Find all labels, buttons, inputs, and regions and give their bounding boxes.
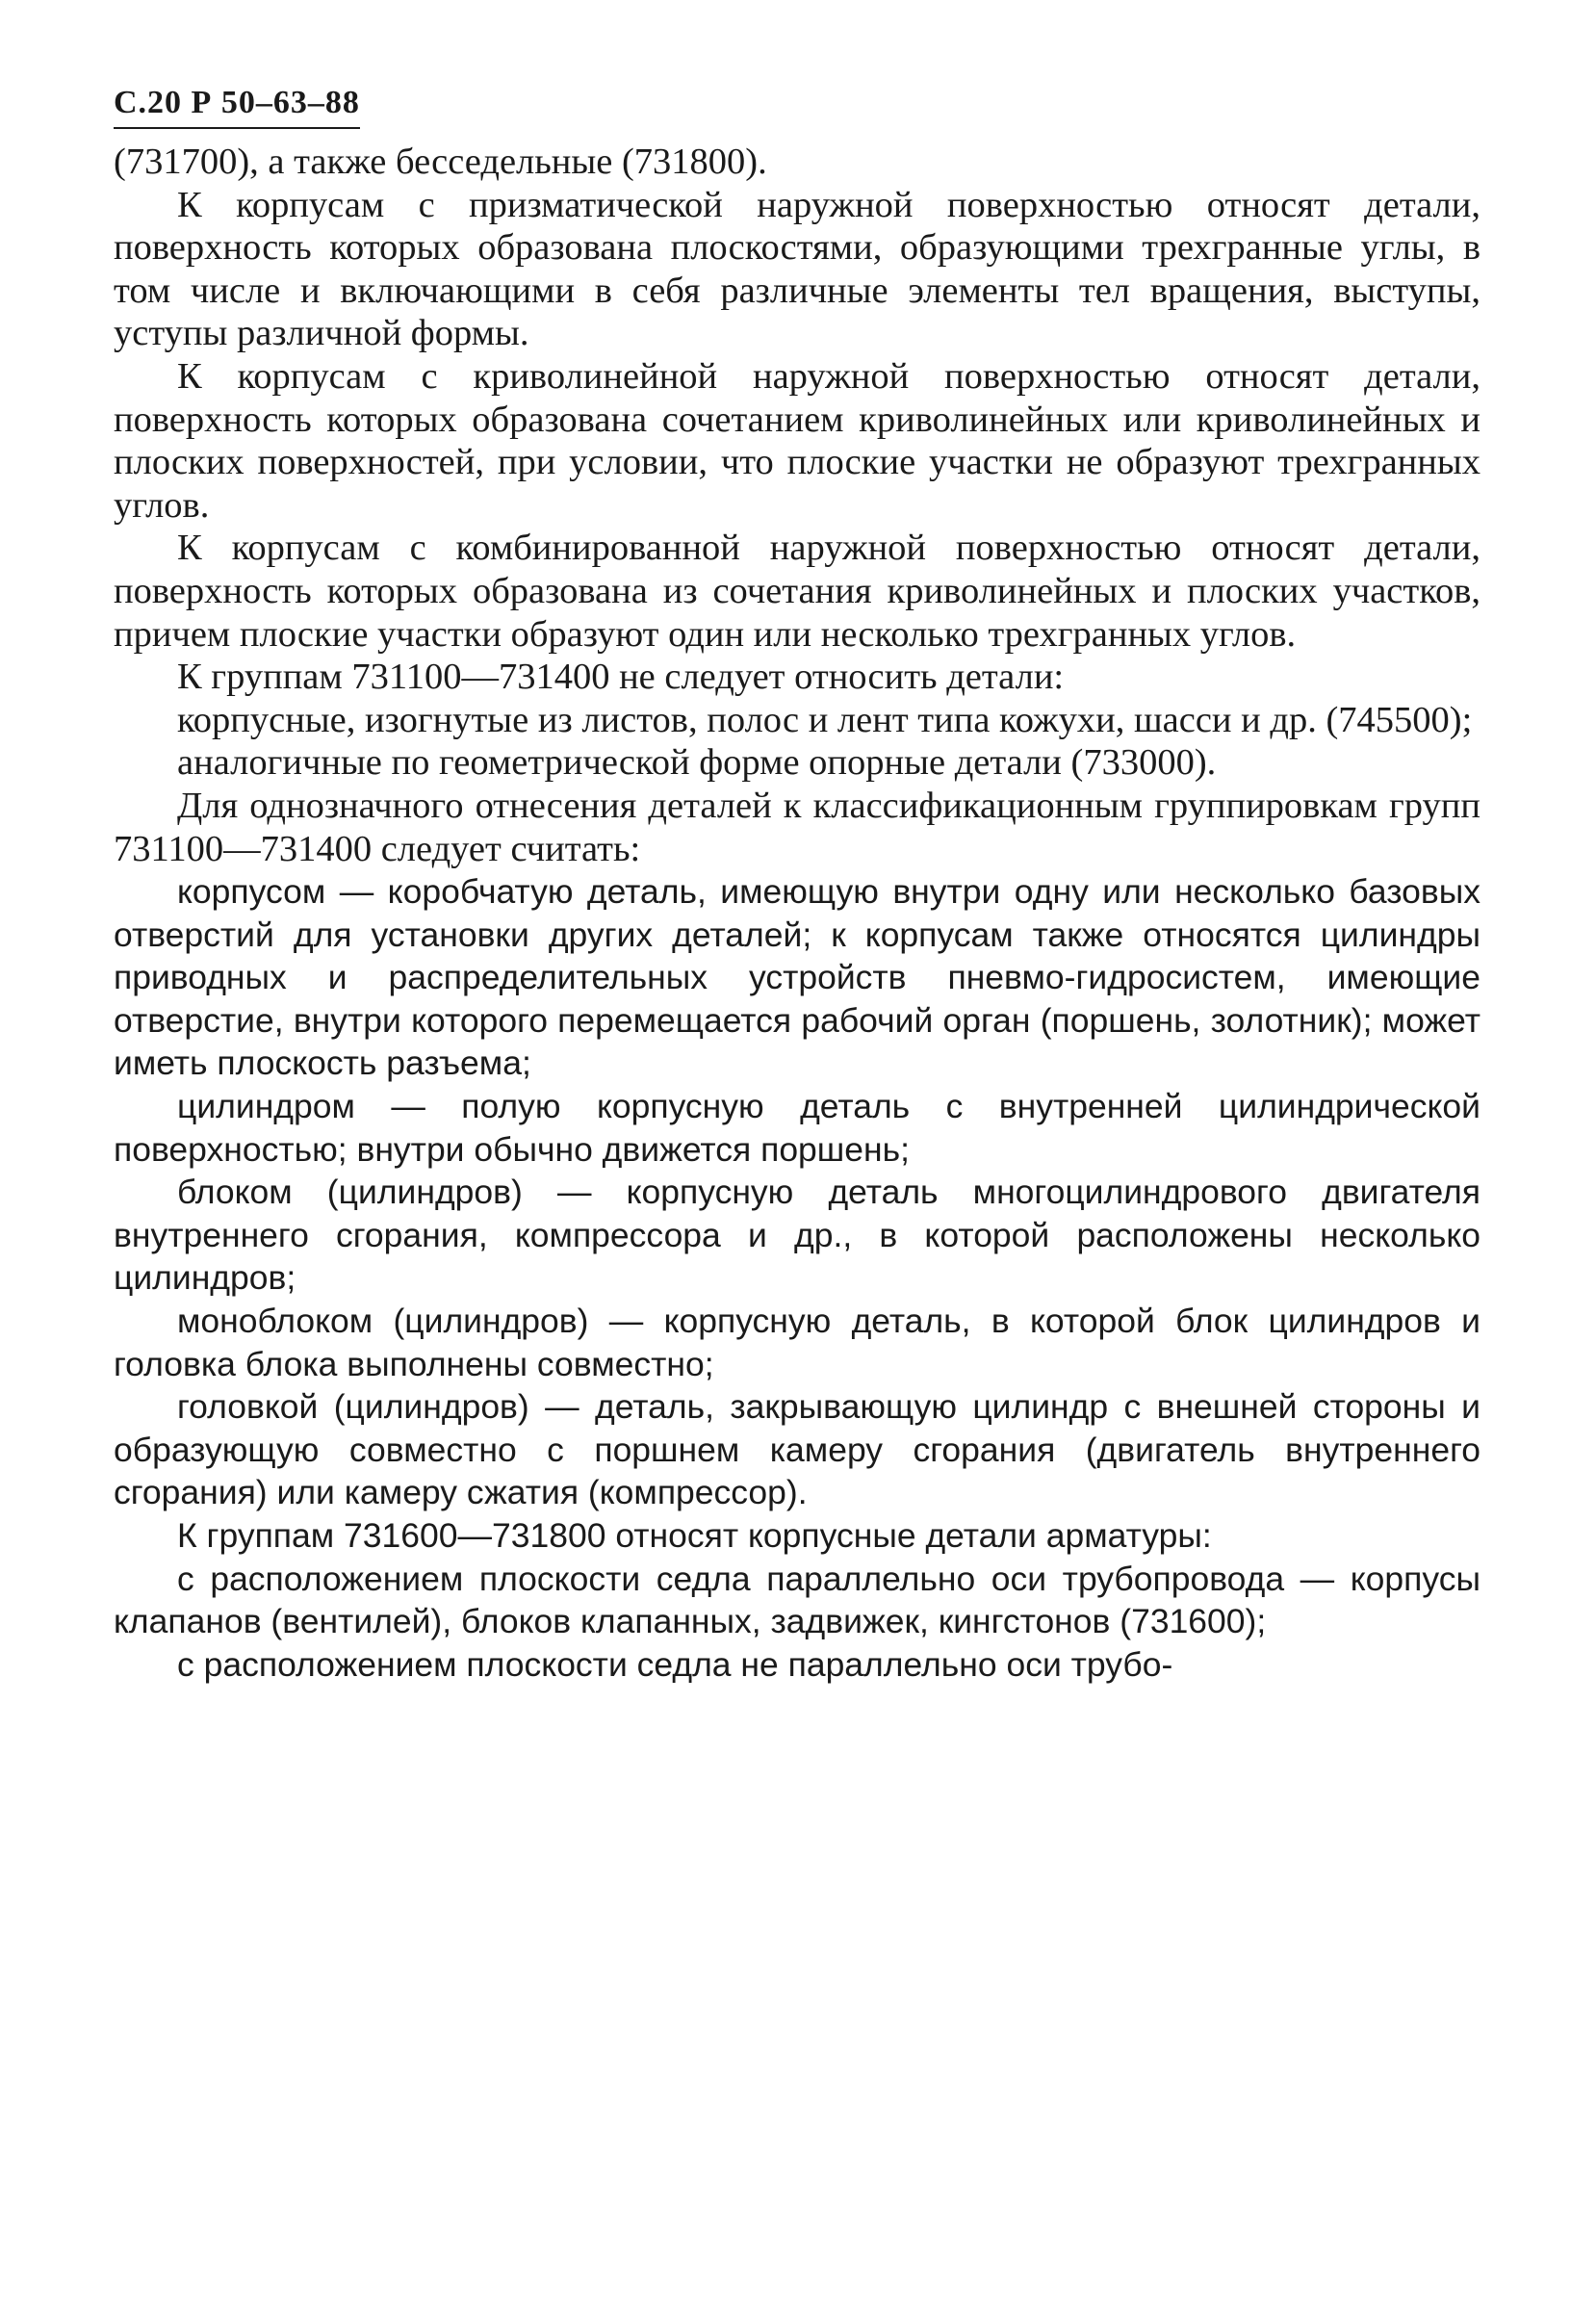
paragraph: К корпусам с криволинейной наружной поверхностью относят детали, поверхность которых образована сочетанием криволинейных или криволинейных и плоских поверхностей, при условии, что плоские участки не образуют трехгранных углов.: [114, 355, 1480, 526]
paragraph: Для однозначного отнесения деталей к классификационным группировкам групп 731100—731400 следует считать:: [114, 785, 1480, 869]
paragraph: К группам 731600—731800 относят корпусные детали арматуры:: [177, 1516, 1212, 1555]
document-page: [114, 85, 1480, 1686]
paragraph: блоком (цилиндров) — корпусную деталь многоцилиндрового двигателя внутреннего сгорания, компрессора и др., в которой расположены несколько цилиндров;: [114, 1173, 1480, 1298]
paragraph: с расположением плоскости седла не параллельно оси трубо-: [177, 1644, 1173, 1684]
paragraph: К корпусам с комбинированной наружной поверхностью относят детали, поверхность которых образована из сочетания криволинейных и плоских участков, причем плоские участки образуют один или несколько трехгранных углов.: [114, 528, 1480, 655]
paragraph: аналогичные по геометрической форме опорные детали (733000).: [177, 742, 1217, 784]
paragraph: моноблоком (цилиндров) — корпусную деталь, в которой блок цилиндров и головка блока выполнены совместно;: [114, 1302, 1480, 1383]
paragraph: с расположением плоскости седла параллельно оси трубопровода — корпусы клапанов (вентилей), блоков клапанных, задвижек, кингстонов (731600);: [114, 1559, 1480, 1641]
body-text: [114, 141, 1480, 1686]
paragraph: (731700), а также бесседельные (731800).: [114, 142, 767, 182]
paragraph: корпусные, изогнутые из листов, полос и лент типа кожухи, шасси и др. (745500);: [177, 699, 1473, 740]
paragraph: корпусом — коробчатую деталь, имеющую внутри одну или несколько базовых отверстий для установки других деталей; к корпусам также относятся цилиндры приводных и распределительных устройств пневмо-гидросистем, имеющие отверстие, внутри которого перемещается рабочий орган (поршень, золотник); может иметь плоскость разъема;: [114, 872, 1480, 1083]
page-header: С.20 Р 50–63–88: [114, 85, 360, 129]
paragraph: цилиндром — полую корпусную деталь с внутренней цилиндрической поверхностью; внутри обычно движется поршень;: [114, 1087, 1480, 1169]
paragraph: К корпусам с призматической наружной поверхностью относят детали, поверхность которых образована плоскостями, образующими трехгранные углы, в том числе и включающими в себя различные элементы тел вращения, выступы, уступы различной формы.: [114, 184, 1480, 354]
paragraph: К группам 731100—731400 не следует относить детали:: [177, 657, 1065, 698]
paragraph: головкой (цилиндров) — деталь, закрывающую цилиндр с внешней стороны и образующую совместно с поршнем камеру сгорания (двигатель внутреннего сгорания) или камеру сжатия (компрессор).: [114, 1387, 1480, 1512]
